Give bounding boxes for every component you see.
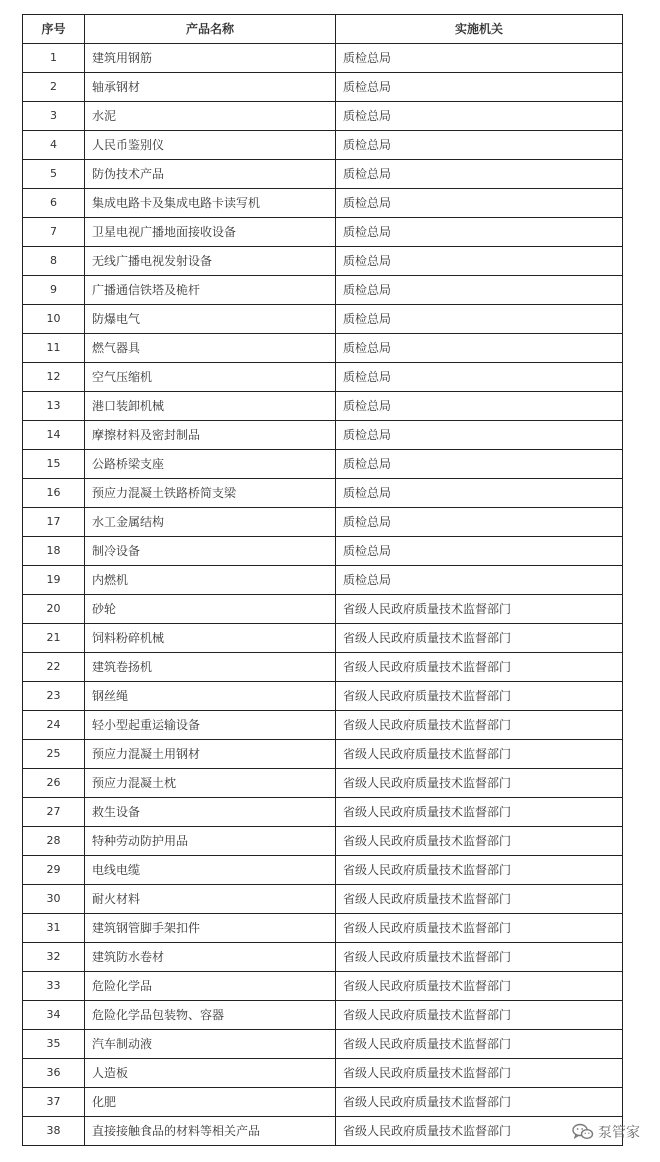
table-row (23, 102, 623, 131)
row-index: 20 (23, 595, 85, 624)
row-product-name: 摩擦材料及密封制品 (85, 421, 336, 450)
table-row (23, 537, 623, 566)
row-agency: 质检总局 (336, 73, 623, 102)
row-index: 18 (23, 537, 85, 566)
row-agency: 质检总局 (336, 566, 623, 595)
row-product-name: 化肥 (85, 1088, 336, 1117)
header-product-name: 产品名称 (85, 15, 336, 44)
row-agency: 质检总局 (336, 537, 623, 566)
row-agency: 省级人民政府质量技术监督部门 (336, 653, 623, 682)
table-row (23, 305, 623, 334)
row-agency: 质检总局 (336, 44, 623, 73)
row-index: 4 (23, 131, 85, 160)
table-row (23, 856, 623, 885)
table-row (23, 160, 623, 189)
row-product-name: 内燃机 (85, 566, 336, 595)
row-agency: 质检总局 (336, 305, 623, 334)
table-row (23, 276, 623, 305)
row-agency: 省级人民政府质量技术监督部门 (336, 856, 623, 885)
row-index: 3 (23, 102, 85, 131)
watermark-text: 泵管家 (598, 1125, 640, 1141)
row-agency: 省级人民政府质量技术监督部门 (336, 740, 623, 769)
table-row (23, 189, 623, 218)
table-row (23, 450, 623, 479)
table-row (23, 363, 623, 392)
row-agency: 省级人民政府质量技术监督部门 (336, 1030, 623, 1059)
row-agency: 省级人民政府质量技术监督部门 (336, 972, 623, 1001)
row-index: 22 (23, 653, 85, 682)
row-product-name: 直接接触食品的材料等相关产品 (85, 1117, 336, 1146)
row-product-name: 公路桥梁支座 (85, 450, 336, 479)
row-product-name: 港口装卸机械 (85, 392, 336, 421)
row-agency: 质检总局 (336, 189, 623, 218)
row-agency: 省级人民政府质量技术监督部门 (336, 595, 623, 624)
table-row (23, 1059, 623, 1088)
row-product-name: 建筑钢管脚手架扣件 (85, 914, 336, 943)
row-index: 33 (23, 972, 85, 1001)
table-row (23, 769, 623, 798)
table-row (23, 392, 623, 421)
row-agency: 质检总局 (336, 450, 623, 479)
row-index: 28 (23, 827, 85, 856)
row-index: 26 (23, 769, 85, 798)
row-agency: 省级人民政府质量技术监督部门 (336, 885, 623, 914)
row-index: 6 (23, 189, 85, 218)
table-row (23, 44, 623, 73)
row-product-name: 建筑用钢筋 (85, 44, 336, 73)
row-index: 1 (23, 44, 85, 73)
table-body (23, 44, 623, 1146)
row-product-name: 无线广播电视发射设备 (85, 247, 336, 276)
row-product-name: 燃气器具 (85, 334, 336, 363)
table-header-row (23, 15, 623, 44)
row-agency: 省级人民政府质量技术监督部门 (336, 914, 623, 943)
row-index: 7 (23, 218, 85, 247)
row-product-name: 防伪技术产品 (85, 160, 336, 189)
row-index: 13 (23, 392, 85, 421)
row-index: 36 (23, 1059, 85, 1088)
row-product-name: 集成电路卡及集成电路卡读写机 (85, 189, 336, 218)
row-product-name: 危险化学品 (85, 972, 336, 1001)
row-product-name: 水工金属结构 (85, 508, 336, 537)
row-agency: 质检总局 (336, 334, 623, 363)
row-product-name: 特种劳动防护用品 (85, 827, 336, 856)
table-row (23, 972, 623, 1001)
table-row (23, 682, 623, 711)
row-index: 31 (23, 914, 85, 943)
row-index: 37 (23, 1088, 85, 1117)
row-product-name: 耐火材料 (85, 885, 336, 914)
table-row (23, 334, 623, 363)
table-row (23, 508, 623, 537)
row-index: 11 (23, 334, 85, 363)
table-row (23, 798, 623, 827)
row-index: 34 (23, 1001, 85, 1030)
table-row (23, 653, 623, 682)
table-header (23, 15, 623, 44)
row-product-name: 水泥 (85, 102, 336, 131)
row-product-name: 危险化学品包装物、容器 (85, 1001, 336, 1030)
row-agency: 质检总局 (336, 363, 623, 392)
row-index: 2 (23, 73, 85, 102)
row-product-name: 救生设备 (85, 798, 336, 827)
row-index: 30 (23, 885, 85, 914)
row-index: 5 (23, 160, 85, 189)
row-index: 21 (23, 624, 85, 653)
row-product-name: 汽车制动液 (85, 1030, 336, 1059)
row-agency: 质检总局 (336, 421, 623, 450)
row-index: 14 (23, 421, 85, 450)
row-index: 24 (23, 711, 85, 740)
row-product-name: 轴承钢材 (85, 73, 336, 102)
row-product-name: 建筑卷扬机 (85, 653, 336, 682)
watermark (572, 1122, 640, 1142)
header-agency: 实施机关 (336, 15, 623, 44)
row-agency: 质检总局 (336, 392, 623, 421)
table-row (23, 218, 623, 247)
table-row (23, 1030, 623, 1059)
row-index: 12 (23, 363, 85, 392)
row-agency: 质检总局 (336, 102, 623, 131)
wechat-icon (572, 1123, 594, 1141)
row-agency: 省级人民政府质量技术监督部门 (336, 1059, 623, 1088)
row-index: 17 (23, 508, 85, 537)
product-table (22, 14, 623, 1146)
row-index: 29 (23, 856, 85, 885)
row-agency: 省级人民政府质量技术监督部门 (336, 1117, 623, 1146)
row-product-name: 预应力混凝土用钢材 (85, 740, 336, 769)
table-row (23, 566, 623, 595)
row-index: 35 (23, 1030, 85, 1059)
row-product-name: 空气压缩机 (85, 363, 336, 392)
row-product-name: 建筑防水卷材 (85, 943, 336, 972)
table-row (23, 595, 623, 624)
row-product-name: 预应力混凝土铁路桥简支梁 (85, 479, 336, 508)
row-product-name: 卫星电视广播地面接收设备 (85, 218, 336, 247)
row-index: 10 (23, 305, 85, 334)
row-agency: 质检总局 (336, 218, 623, 247)
row-agency: 质检总局 (336, 508, 623, 537)
row-agency: 省级人民政府质量技术监督部门 (336, 711, 623, 740)
row-index: 27 (23, 798, 85, 827)
row-agency: 省级人民政府质量技术监督部门 (336, 682, 623, 711)
row-index: 32 (23, 943, 85, 972)
row-agency: 省级人民政府质量技术监督部门 (336, 1088, 623, 1117)
row-index: 38 (23, 1117, 85, 1146)
row-agency: 质检总局 (336, 247, 623, 276)
row-index: 25 (23, 740, 85, 769)
row-index: 8 (23, 247, 85, 276)
table-row (23, 740, 623, 769)
table-row (23, 479, 623, 508)
table-row (23, 711, 623, 740)
row-agency: 省级人民政府质量技术监督部门 (336, 1001, 623, 1030)
table-row (23, 885, 623, 914)
row-product-name: 饲料粉碎机械 (85, 624, 336, 653)
table-row (23, 1117, 623, 1146)
table-row (23, 1088, 623, 1117)
row-index: 9 (23, 276, 85, 305)
row-agency: 省级人民政府质量技术监督部门 (336, 943, 623, 972)
row-product-name: 广播通信铁塔及桅杆 (85, 276, 336, 305)
header-index: 序号 (23, 15, 85, 44)
row-agency: 质检总局 (336, 131, 623, 160)
table-row (23, 73, 623, 102)
row-agency: 省级人民政府质量技术监督部门 (336, 624, 623, 653)
table-row (23, 247, 623, 276)
row-index: 19 (23, 566, 85, 595)
row-product-name: 砂轮 (85, 595, 336, 624)
row-index: 16 (23, 479, 85, 508)
row-product-name: 人民币鉴别仪 (85, 131, 336, 160)
row-index: 23 (23, 682, 85, 711)
table-row (23, 624, 623, 653)
row-product-name: 钢丝绳 (85, 682, 336, 711)
table-row (23, 131, 623, 160)
row-product-name: 防爆电气 (85, 305, 336, 334)
table-row (23, 1001, 623, 1030)
row-product-name: 预应力混凝土枕 (85, 769, 336, 798)
row-index: 15 (23, 450, 85, 479)
row-product-name: 制冷设备 (85, 537, 336, 566)
row-agency: 质检总局 (336, 160, 623, 189)
row-agency: 省级人民政府质量技术监督部门 (336, 769, 623, 798)
table-row (23, 827, 623, 856)
row-agency: 省级人民政府质量技术监督部门 (336, 827, 623, 856)
row-product-name: 电线电缆 (85, 856, 336, 885)
row-agency: 质检总局 (336, 276, 623, 305)
row-product-name: 轻小型起重运输设备 (85, 711, 336, 740)
table-row (23, 943, 623, 972)
row-product-name: 人造板 (85, 1059, 336, 1088)
row-agency: 质检总局 (336, 479, 623, 508)
table-row (23, 914, 623, 943)
table-row (23, 421, 623, 450)
row-agency: 省级人民政府质量技术监督部门 (336, 798, 623, 827)
